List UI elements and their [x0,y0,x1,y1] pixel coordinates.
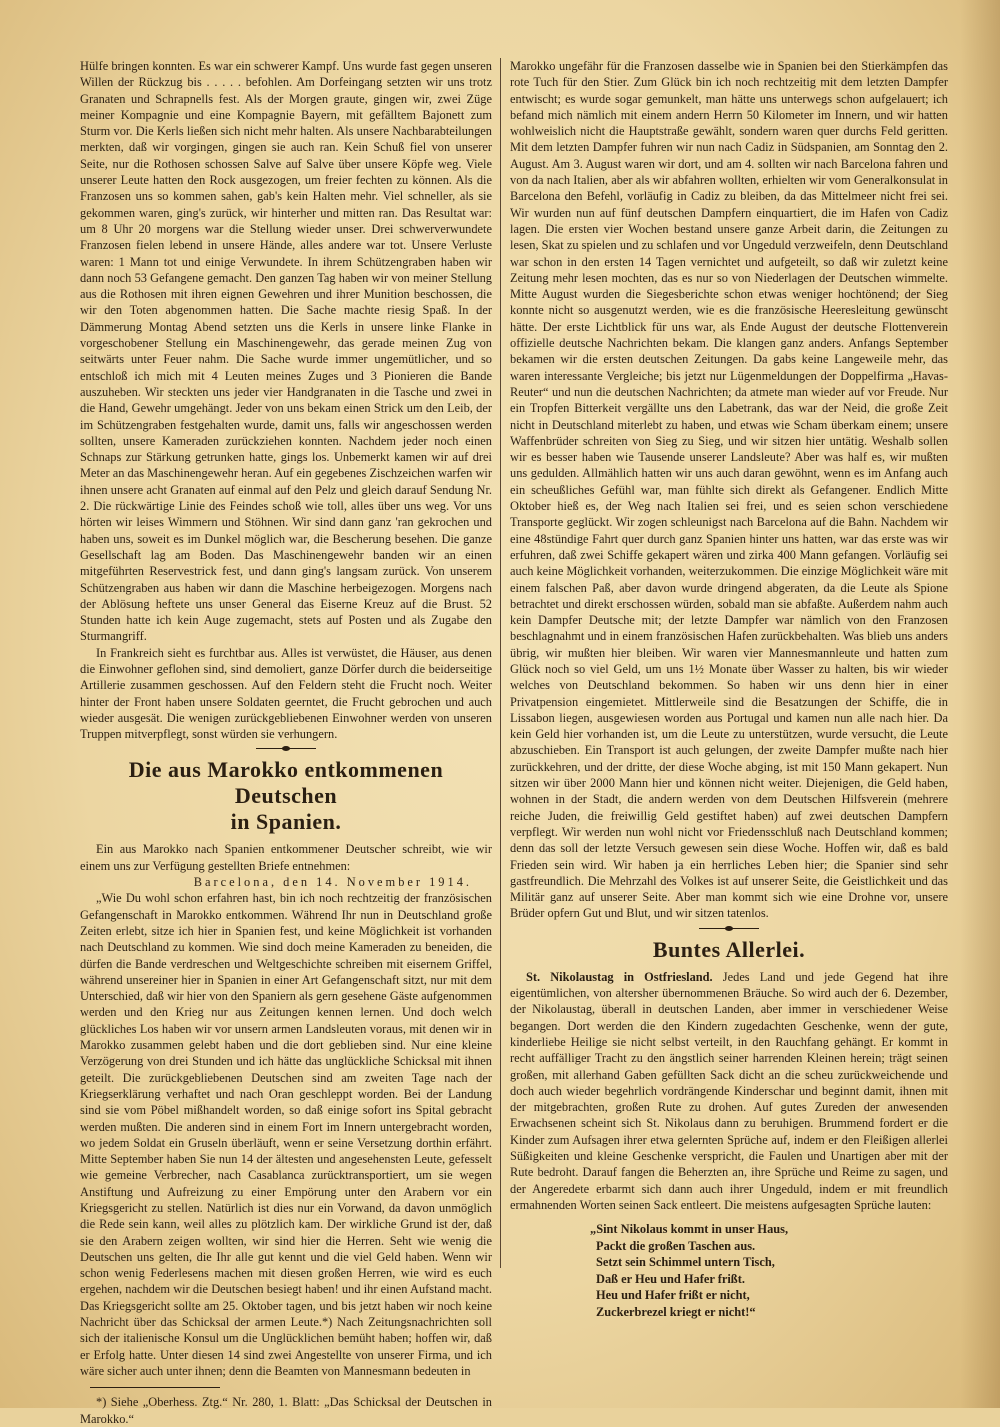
dateline-date: den 14. November 1914. [277,875,472,890]
article-intro: Ein aus Marokko nach Spanien entkommener Deutscher schreibt, wie wir einem uns zur Verfügung gestellten Briefe entnehmen: [80,842,492,873]
item-title: St. Nikolaustag in Ostfriesland. [526,969,713,984]
section-heading: Buntes Allerlei. [652,936,806,962]
item-text: Jedes Land und jede Gegend hat ihre eigentümlichen, von altersher übernommenen Bräuche. So wird auch der 6. Dezember, der Nikolaustag, überall in deutschen Landen, aber immer in verschiedener Weise begangen. Dort werden die den Kindern zugedachten Geschenke, wenn der gute, kinderliebe Heilige sie nicht selbst verteilt, in den Rauchfang gehängt. Er kommt in recht auffälliger Tracht zu den ängstlich seiner harrenden Kleinen herein; trägt seinen großen, mit allerhand Gaben gefüllten Sack dicht an die scheu zurückweichende und doch auch wieder begehrlich vordrängende Kinderschar und beginnt damit, ihnen mit der mitgebrachten, großen Rute zu drohen. Auf gutes Zureden der anwesenden Erwachsenen scheint sich St. Nikolaus dann zu beruhigen. Brummend fordert er die Kinder zum Aufsagen ihrer etwa gelernten Sprüche auf, indem er den Fleißigen allerlei Süßigkeiten und kleine Geschenke verspricht, die Faulen und Unartigen aber mit der Rute bedroht. Darauf fangen die Beherzten an, ihre Sprüche und Reime zu sagen, und der Angeredete erbarmt sich dann auch ihrer Ungeduld, indem er mit freundlich ermahnenden Worten seinen Sack entleert. Die meistens aufgesagten Sprüche lauten: [510,969,948,1212]
france-paragraph: In Frankreich sieht es furchtbar aus. Alles ist verwüstet, die Häuser, aus denen die Einwohner geflohen sind, sind demoliert, ganze Dörfer durch die beiderseitige Artillerie zusammen geschossen. Auf den Feldern steht die Frucht noch. Weiter hinter der Front haben unsere Soldaten geerntet, die Frucht gebrochen und auch wieder ausgesät. Die wenigen zurückgebliebenen Einwohner werden von unseren Truppen mitverpflegt, sonst würden sie verhungern. [80,645,492,742]
war-report-paragraph: Hülfe bringen konnten. Es war ein schwerer Kampf. Uns wurde fast gegen unseren Willen der Rückzug bis . . . . . befohlen. Am Dorfeingang setzten wir uns trotz Granaten und Schrapnells fest. Als der Morgen graute, gingen wir, zwei Züge meiner Kompagnie und eine Kompagnie Bayern, mit gefälltem Bajonett zum Sturm vor. Die Kerls ließen sich nicht mehr halten. Als unsere Nachbarabteilungen merkten, daß wir vorgingen, gingen sie auch ran. Kein Schuß fiel von unserer Seite, nur die Rothosen schossen Salve auf Salve über unsere Köpfe weg. Viele unserer Leute hatten den Rock ausgezogen, um freier fechten zu können. Als die Franzosen uns so kommen sahen, gab's kein Halten mehr. Viel schneller, als sie gekommen waren, ging's zurück, wir hinterher und mitten ran. Das Resultat war: um 8 Uhr 20 morgens war die Stellung wieder unser. Drei schwerverwundete Franzosen fielen lebend in unsere Hände, alles andere war tot. Unsere Verluste waren: 1 Mann tot und einige Verwundete. In ihrem Schützengraben haben wir dann noch 53 Gefangene gemacht. Den ganzen Tag haben wir von meiner Stellung aus die Rothosen mit ihren eignen Gewehren und ihrer Munition beschossen, die wir den Toten abgenommen hatten. Die Sache machte riesig Spaß. In der Dämmerung Montag Abend setzten uns die Kerls in unsere linke Flanke in vorgeschobener Stellung ein Maschinengewehr, das gerade meinen Zug von seitwärts unter Feuer nahm. Die Sache wurde immer ungemütlicher, und so entschloß ich mich mit 4 Leuten meines Zuges und 3 Pionieren die Bande auszuheben. Wir steckten uns jeder vier Handgranaten in die Tasche und zwei in die Hand, Gewehr umgehängt. Jeder von uns bekam einen Strick um den Leib, der im Schützengraben festgehalten wurde, damit uns, falls wir angeschossen werden sollten, unsere Kameraden zurückziehen konnten. Nachdem jeder noch einen Schnaps zur Stärkung getrunken hatte, gings los. Unbemerkt kamen wir auf drei Meter an das Maschinengewehr heran. Auf ein gegebenes Zischzeichen warfen wir ihnen unsere acht Granaten auf einmal auf den Pelz und gleich darauf Sendung Nr. 2. Die rückwärtige Linie des Feindes schoß wie toll, alles über uns weg. Vor uns hörten wir leises Wimmern und Stöhnen. Wir sind dann ganz 'ran gekrochen und haben uns, soweit es im Dunkel möglich war, die Bescherung besehen. Die ganze Gesellschaft lag am Boden. Das Maschinengewehr banden wir an einen mitgeführten Reservestrick fest, und dann ging's langsam zurück. Von unserem Schützengraben aus haben wir dann die Maschine herbeigezogen. Morgens nach der Ablösung heftete uns unser General das Eiserne Kreuz auf die Brust. 52 Stunden hatte ich kein Auge zugemacht, stets auf Posten und als Zugabe den Sturmangriff. [80,59,492,644]
letter-continuation: Marokko ungefähr für die Franzosen dasselbe wie in Spanien bei den Stierkämpfen das rote Tuch für den Stier. Zum Glück bin ich noch rechtzeitig mit dem letzten Dampfer entwischt; es wurde sogar gemunkelt, man hätte uns unterwegs schon aufgelauert; ich befand mich nämlich mit einem andern Herrn 50 Kilometer im Innern, und wir hatten wohlweislich nicht die Hauptstraße gewählt, sondern waren quer durchs Feld geritten. Mit dem letzten Dampfer fuhren wir nun nach Cadiz in Südspanien, am Sonntag den 2. August. Am 3. August waren wir dort, und am 4. sollten wir nach Barcelona fahren und von da nach Italien, aber als wir abfahren wollten, erhielten wir vom Generalkonsulat in Barcelona den Befehl, vorläufig in Cadiz zu bleiben, da das Mittelmeer nicht frei sei. Wir wurden nun auf fünf deutschen Dampfern einquartiert, die im Hafen von Cadiz lagen. Die ersten vier Wochen bestand unsere ganze Arbeit darin, die Zeitungen zu lesen, Skat zu spielen und zu schlafen und vor Ungeduld verzweifeln, denn Deutschland war schon in den ersten 14 Tagen vernichtet und aufgeteilt, so daß wir zuletzt keine Zeitung mehr lesen mochten, das es nur so von Niederlagen der Deutschen wimmelte. Mitte August wurden die Siegesberichte schon etwas weniger hochtönend; der Sieg konnte nicht so ausgenutzt werden, wie es die französische Heeresleitung gewünscht hätte. Der erste Lichtblick für uns war, als Ende August der deutsche Flottenverein offizielle deutsche Nachrichten bekam. Die klangen ganz anders. Anfangs September bekamen wir die ersten deutschen Zeitungen. Da gabs keine Langeweile mehr, das waren interessante Vergleiche; bis jetzt nur Lügenmeldungen der Doppelfirma „Havas-Reuter“ und nun die deutschen Nachrichten; da atmete man wieder auf vor Freude. Nur ein Tropfen Bitterkeit vergällte uns den Labetrank, das war der Neid, die große Zeit nicht in Deutschland miterlebt zu haben, und etwas wie Scham überkam einem; unsere Waffenbrüder schreiten von Sieg zu Sieg, und wir sitzen hier untätig. Weshalb sollen wir es besser haben wie Tausende unserer Landsleute? Aber was half es, wir mußten uns gedulden. Allmählich hatten wir uns auch daran gewöhnt, wenn es im Anfang auch ein scheußliches Gefühl war, man fühlte sich direkt als Gefangener. Endlich Mitte Oktober hieß es, der Weg nach Italien sei frei, und es seien schon verschiedene Transporte geglückt. Wir zogen schleunigst nach Barcelona auf die Bahn. Nachdem wir eine 48stündige Fahrt quer durch ganz Spanien hinter uns hatten, war das erste was wir erfuhren, daß zwei Schiffe gekapert wären und zirka 400 Mann gefangen. Vorläufig sei auch keine Möglichkeit vorhanden, weiterzukommen. Die einzige Möglichkeit wäre mit einem falschen Paß, aber davon wurde dringend abgeraten, da die Leute als Spione betrachtet und direkt erschossen würden, sobald man sie abfaßte. Außerdem nahm auch kein Dampfer Deutsche mit; der letzte Dampfer war nämlich von den Franzosen beschlagnahmt und in einem französischen Hafen zurückbehalten. Was blieb uns anders übrig, wir mußten hier bleiben. Wir waren vier Mannesmannleute und hatten zum Glück noch so viel Geld, um uns 1½ Monate über Wasser zu halten, bis wir wieder welches von Deutschland bekommen. So haben wir uns denn hier in einer Privatpension eingemietet. Mittlerweile sind die Besatzungen der Schiffe, die in Lissabon liegen, ausgewiesen worden aus Portugal und kamen nun alle nach hier. Da kein Geld hier vorhanden ist, um die Leute zu unterstützen, wurde versucht, die Leute abzuschieben. Ein Transport ist auch gelungen, der zweite Dampfer mußte nach hier zurückkehren, und der dritte, der diese Woche abging, ist mit 150 Mann gekapert. Nun sitzen wir über 2000 Mann hier und können nicht weiter. Diejenigen, die Geld haben, wohnen in der Stadt, die andern werden von dem Deutschen Hilfsverein (mehrere reiche Juden, die freiwillig Geld gestiftet haben) auf zwei deutschen Dampfern verpflegt. Wir werden nun wohl nicht vor Friedensschluß nach Deutschland kommen; denn das soll der letzte Versuch gewesen sein diese Woche. Hoffen wir, daß es bald Frieden sein wird. Wir haben ja ein herrliches Leben hier; die Spanier sind sehr gastfreundlich. Die Mehrzahl des Volkes ist auf unserer Seite, die Geistlichkeit und das Militär ganz auf unserer Seite. Aber man kommt sich wie eine Drohne vor, unsere Brüder opfern Gut und Blut, und wir sitzen tatenlos. [510,59,949,921]
section-divider [699,928,759,929]
dateline [80,874,492,890]
heading-line-1: Die aus Marokko entkommenen Deutschen [128,757,444,809]
verse-line: Setzt sein Schimmel untern Tisch, [596,1255,775,1270]
article-heading [80,757,492,835]
left-column [80,58,492,1427]
letter-text: „Wie Du wohl schon erfahren hast, bin ich noch rechtzeitig der französischen Gefangenschaft in Marokko entkommen. Während Ihr nun in Deutschland große Zeiten erlebt, sitze ich hier in Spanien fest, und keine Möglichkeit ist vorhanden nach Deutschland zu kommen. Wie sind doch meine Kameraden zu beneiden, die dürfen die Bande verdreschen und Weltgeschichte schreiben mit eisernem Griffel, während unsereiner hier in Spanien in einer Art Gefangenschaft sitzt, nur mit dem Unterschied, daß wir hier von den Spaniern als gern gesehene Gäste aufgenommen werden und den Krieg nur aus Zeitungen kennen lernen. Und doch welch glückliches Los haben wir vor unsern armen Landsleuten voraus, mit denen wir in Marokko zusammen gelebt haben und die dort geblieben sind. Nur eine kleine Verzögerung von drei Stunden und ich hätte das unglückliche Schicksal mit ihnen geteilt. Die zurückgebliebenen Deutschen sind am zweiten Tage nach der Kriegserklärung verhaftet und nach Oran geschleppt worden. Bei der Landung sind sie vom Pöbel mißhandelt worden, so daß einige sofort ins Spital gebracht werden mußten. Die anderen sind in einem Fort im Innern untergebracht worden, wo jedem Soldat ein Gruseln überläuft, wenn er seine Versetzung dorthin erfährt. Mitte September haben Sie nun 14 der ältesten und angesehensten Leute, gefesselt wie gemeine Verbrecher, nach Casablanca zurücktransportiert, um sie wegen Anstiftung und Aufreizung zu einer Empörung unter den Arabern vor ein Kriegsgericht zu stellen. Natürlich ist dies nur ein Vorwand, da davon unmöglich die Rede sein kann, weil alles zu plötzlich kam. Der wirkliche Grund ist der, daß sie den Arabern zeigen wollten, wir sind hier die Herren. Seht wie wenig die Deutschen uns gelten, die Ihr alle gut kennt und die viel Geld haben. Wenn wir schon wenig Federlesens machen mit diesen großen Herren, wie wird es euch ergehen, nachdem wir die Deutschen besiegt haben! und ihr einen Aufstand macht. Das Kriegsgericht sollte am 25. Oktober tagen, und bis jetzt haben wir noch keine Nachricht über das Schicksal der armen Leute.*) Nach Zeitungsnachrichten soll sich der italienische Konsul um die Unglücklichen bemüht haben; hoffen wir, daß er Erfolg hatte. Unter diesen 14 sind zwei Angestellte von unserer Firma, und ich wäre sicher auch unter ihnen; denn die Beamten von Mannesmann bedeuten in [80,891,492,1378]
footnote: *) Siehe „Oberhess. Ztg.“ Nr. 280, 1. Blatt: „Das Schicksal der Deutschen in Marokko.“ [80,1395,492,1426]
heading-line-2: in Spanien. [230,809,342,835]
right-column [510,58,948,1320]
verse-line: „Sint Nikolaus kommt in unser Haus, [590,1222,789,1237]
footnote-rule [90,1387,220,1388]
nikolaus-item [510,969,948,1213]
dateline-place: Barcelona, [193,875,278,890]
verse-line: Heu und Hafer frißt er nicht, [596,1288,750,1303]
verse [590,1221,948,1320]
verse-line: Daß er Heu und Hafer frißt. [596,1271,745,1286]
section-divider [256,748,316,749]
column-rule [500,58,501,1268]
page-edge-shadow [960,0,1000,1408]
verse-line: Zuckerbrezel kriegt er nicht!“ [596,1304,756,1319]
verse-line: Packt die großen Taschen aus. [596,1238,756,1253]
